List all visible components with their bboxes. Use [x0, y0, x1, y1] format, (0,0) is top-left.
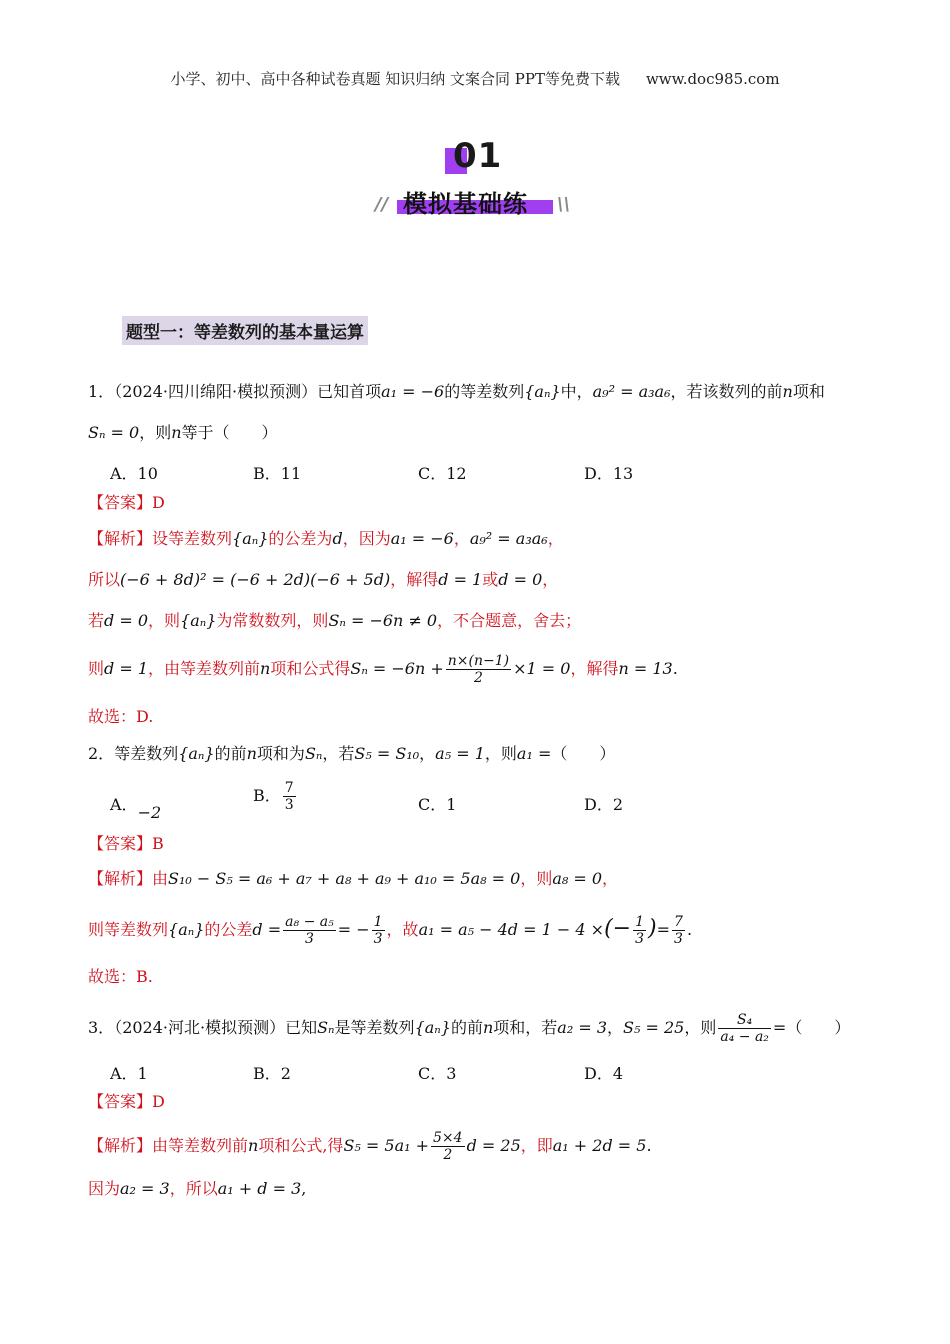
q2-option-d: D．2 — [584, 795, 624, 814]
q1-answer: 【答案】D — [88, 493, 165, 512]
banner-number — [445, 136, 505, 180]
section-heading: 题型一：等差数列的基本量运算 — [122, 316, 368, 345]
q2-solution-line2: 则等差数列{aₙ}的公差d = $\frac{\text{a₈ − a₅}}{3}$ = − $\frac{1}{3}$ ，故a₁ = a₅ − 4d = 1 − 4 ×(− $\frac{1}{3}$ )= $\frac{7}{3}$ . — [88, 914, 693, 947]
q1-fraction: $\frac{n\times(n-1)}{2}$ — [447, 653, 510, 686]
q1-option-d: D．13 — [584, 464, 634, 483]
q1-stem-line2: Sₙ = 0，则n等于（ ） — [88, 423, 278, 442]
q2-stem: 2．等差数列{aₙ}的前n项和为Sₙ，若S₅ = S₁₀，a₅ = 1，则a₁ =（ ） — [88, 744, 616, 763]
q3-option-d: D．4 — [584, 1064, 624, 1083]
q1-option-a: A．10 — [110, 464, 158, 483]
header-website: www.doc985.com — [645, 70, 780, 88]
q3-option-c: C．3 — [418, 1064, 457, 1083]
slash-right-icon: \\ — [557, 194, 571, 215]
slash-left-icon: // — [375, 194, 389, 215]
q2-option-a: A．−2 — [110, 795, 162, 822]
banner-title-text: 模拟基础练 — [403, 190, 528, 218]
q3-solution-line1: 【解析】由等差数列前n项和公式,得S₅ = 5a₁ + $\frac{5\times 4}{2}$ d = 25，即a₁ + 2d = 5. — [88, 1130, 652, 1163]
page-header — [0, 68, 950, 89]
banner-title — [375, 184, 575, 218]
banner-number-text: 01 — [453, 136, 503, 176]
q2-option-c: C．1 — [418, 795, 457, 814]
q3-stem: 3．（2024·河北·模拟预测）已知Sₙ是等差数列{aₙ}的前n项和，若a₂ = 3，S₅ = 25，则 $\frac{\text{S₄}}{\text{a₄ − a₂}}$ =（ ） — [88, 1012, 851, 1045]
header-left-text: 小学、初中、高中各种试卷真题 知识归纳 文案合同 PPT等免费下载 — [170, 70, 620, 88]
q2-final: 故选：B. — [88, 967, 153, 986]
q1-solution-line2: 所以(−6 + 8d)² = (−6 + 2d)(−6 + 5d)，解得d = 1或d = 0， — [88, 570, 559, 589]
q2-answer: 【答案】B — [88, 834, 164, 853]
q1-final: 故选：D. — [88, 707, 154, 726]
q3-option-a: A．1 — [110, 1064, 148, 1083]
q1-solution-line4: 则d = 1，由等差数列前n项和公式得Sₙ = −6n + $\frac{n\times(n-1)}{2}$ ×1 = 0，解得n = 13. — [88, 653, 678, 686]
q2-solution-line1: 【解析】由S₁₀ − S₅ = a₆ + a₇ + a₈ + a₉ + a₁₀ = 5a₈ = 0，则a₈ = 0， — [88, 869, 619, 888]
q1-solution-line3: 若d = 0，则{aₙ}为常数数列，则Sₙ = −6n ≠ 0，不合题意，舍去； — [88, 611, 582, 630]
q2-option-b: B． $\frac{7}{3}$ — [253, 780, 294, 813]
q1-stem-line1: 1．（2024·四川绵阳·模拟预测）已知首项a₁ = −6的等差数列{aₙ}中，a₉² = a₃a₆，若该数列的前n项和 — [88, 382, 825, 401]
q3-option-b: B．2 — [253, 1064, 291, 1083]
q1-solution-line1: 【解析】设等差数列{aₙ}的公差为d，因为a₁ = −6，a₉² = a₃a₆， — [88, 529, 564, 548]
q3-solution-line2: 因为a₂ = 3，所以a₁ + d = 3, — [88, 1179, 307, 1198]
q3-answer: 【答案】D — [88, 1092, 165, 1111]
q1-option-c: C．12 — [418, 464, 467, 483]
q1-option-b: B．11 — [253, 464, 302, 483]
